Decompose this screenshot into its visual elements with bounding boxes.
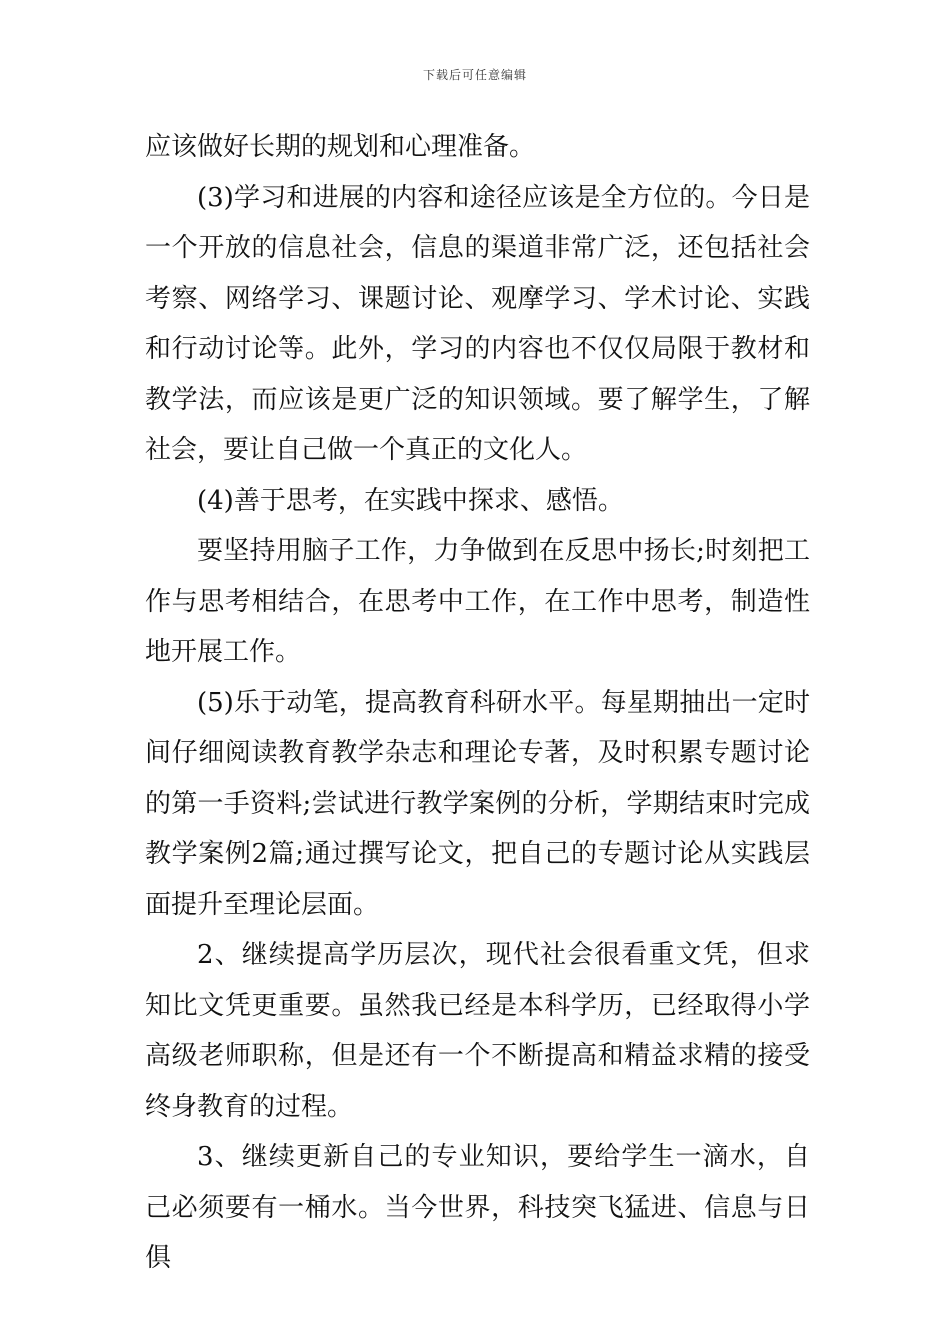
paragraph-6: 2、继续提高学历层次，现代社会很看重文凭，但求知比文凭更重要。虽然我已经是本科学历，已经取得小学高级老师职称，但是还有一个不断提高和精益求精的接受终身教育的过程。 [145,940,810,1122]
paragraph-2: (3)学习和进展的内容和途径应该是全方位的。今日是一个开放的信息社会，信息的渠道非常广泛，还包括社会考察、网络学习、课题讨论、观摩学习、学术讨论、实践和行动讨论等。此外，学习的内容也不仅仅局限于教材和教学法，而应该是更广泛的知识领域。要了解学生，了解社会，要让自己做一个真正的文化人。 [145,182,810,465]
document-body [145,122,810,1284]
page-header: 下载后可任意编辑 [422,68,527,82]
paragraph-1: 应该做好长期的规划和心理准备。 [145,132,536,162]
paragraph-5: (5)乐于动笔，提高教育科研水平。每星期抽出一定时间仔细阅读教育教学杂志和理论专著，及时积累专题讨论的第一手资料;尝试进行教学案例的分析，学期结束时完成教学案例2篇;通过撰写论文，把自己的专题讨论从实践层面提升至理论层面。 [145,687,810,920]
paragraph-4: 要坚持用脑子工作，力争做到在反思中扬长;时刻把工作与思考相结合，在思考中工作，在工作中思考，制造性地开展工作。 [145,536,810,667]
paragraph-7: 3、继续更新自己的专业知识，要给学生一滴水，自己必须要有一桶水。当今世界，科技突飞猛进、信息与日俱 [145,1142,810,1273]
paragraph-3: (4)善于思考，在实践中探求、感悟。 [197,485,624,516]
